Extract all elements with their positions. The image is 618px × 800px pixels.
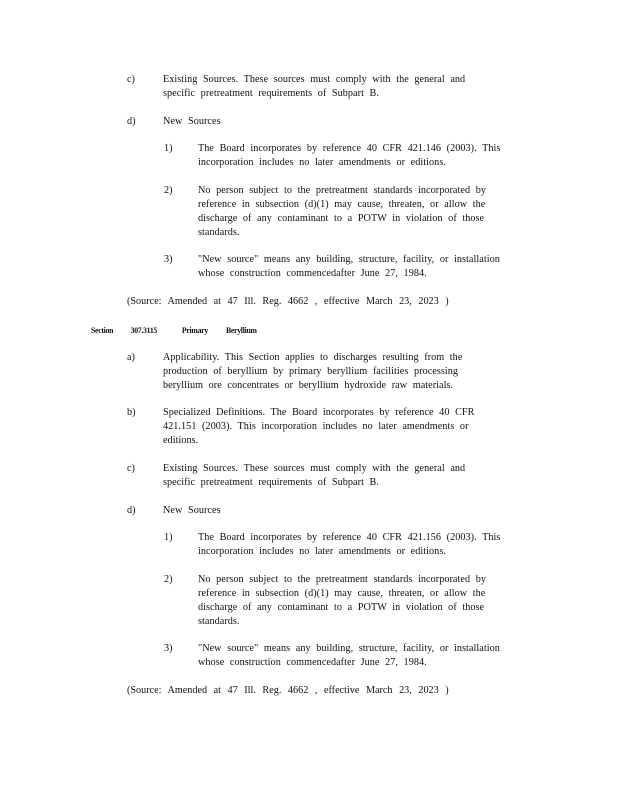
subsection-marker: d) xyxy=(127,505,136,516)
paragraph-marker: 3) xyxy=(164,643,173,654)
paragraph-text: "New source" means any building, structure, facility, or installation whose construction commencedafter June 27, 1984. xyxy=(198,254,500,279)
subsection-marker: a) xyxy=(127,352,135,363)
section-number: 307.3115 xyxy=(130,325,158,335)
subsection-text: New Sources xyxy=(163,116,221,127)
section-title-word: Beryllium xyxy=(226,325,257,335)
paragraph-marker: 1) xyxy=(164,143,173,154)
subsection-marker: c) xyxy=(127,463,135,474)
paragraph-marker: 3) xyxy=(164,254,173,265)
paragraph-marker: 2) xyxy=(164,574,173,585)
paragraph-text: No person subject to the pretreatment standards incorporated by reference in subsection (d)(1) may cause, threaten, or allow the discharge of any contaminant to a POTW in violation of those standards. xyxy=(198,574,486,627)
subsection-marker: b) xyxy=(127,407,136,418)
source-note: (Source: Amended at 47 Ill. Reg. 4662 , effective March 23, 2023 ) xyxy=(127,296,449,307)
source-note: (Source: Amended at 47 Ill. Reg. 4662 , effective March 23, 2023 ) xyxy=(127,685,449,696)
paragraph-marker: 1) xyxy=(164,532,173,543)
subsection-text: New Sources xyxy=(163,505,221,516)
subsection-marker: c) xyxy=(127,74,135,85)
subsection-text: Applicability. This Section applies to discharges resulting from the production of beryllium by primary beryllium facilities processing beryllium ore concentrates or beryllium hydroxide raw materials. xyxy=(163,352,463,391)
paragraph-text: The Board incorporates by reference 40 CFR 421.146 (2003). This incorporation includes no later amendments or editions. xyxy=(198,143,501,168)
subsection-text: Existing Sources. These sources must comply with the general and specific pretreatment requirements of Subpart B. xyxy=(163,463,466,488)
paragraph-text: The Board incorporates by reference 40 CFR 421.156 (2003). This incorporation includes no later amendments or editions. xyxy=(198,532,501,557)
paragraph-text: No person subject to the pretreatment standards incorporated by reference in subsection (d)(1) may cause, threaten, or allow the discharge of any contaminant to a POTW in violation of those standards. xyxy=(198,185,486,238)
paragraph-marker: 2) xyxy=(164,185,173,196)
section-title-word: Primary xyxy=(181,325,208,335)
paragraph-text: "New source" means any building, structure, facility, or installation whose construction commencedafter June 27, 1984. xyxy=(198,643,500,668)
subsection-text: Specialized Definitions. The Board incorporates by reference 40 CFR 421.151 (2003). This incorporation includes no later amendments or editions. xyxy=(163,407,475,446)
section-label: Section xyxy=(91,325,114,335)
subsection-text: Existing Sources. These sources must comply with the general and specific pretreatment requirements of Subpart B. xyxy=(163,74,466,99)
subsection-marker: d) xyxy=(127,116,136,127)
